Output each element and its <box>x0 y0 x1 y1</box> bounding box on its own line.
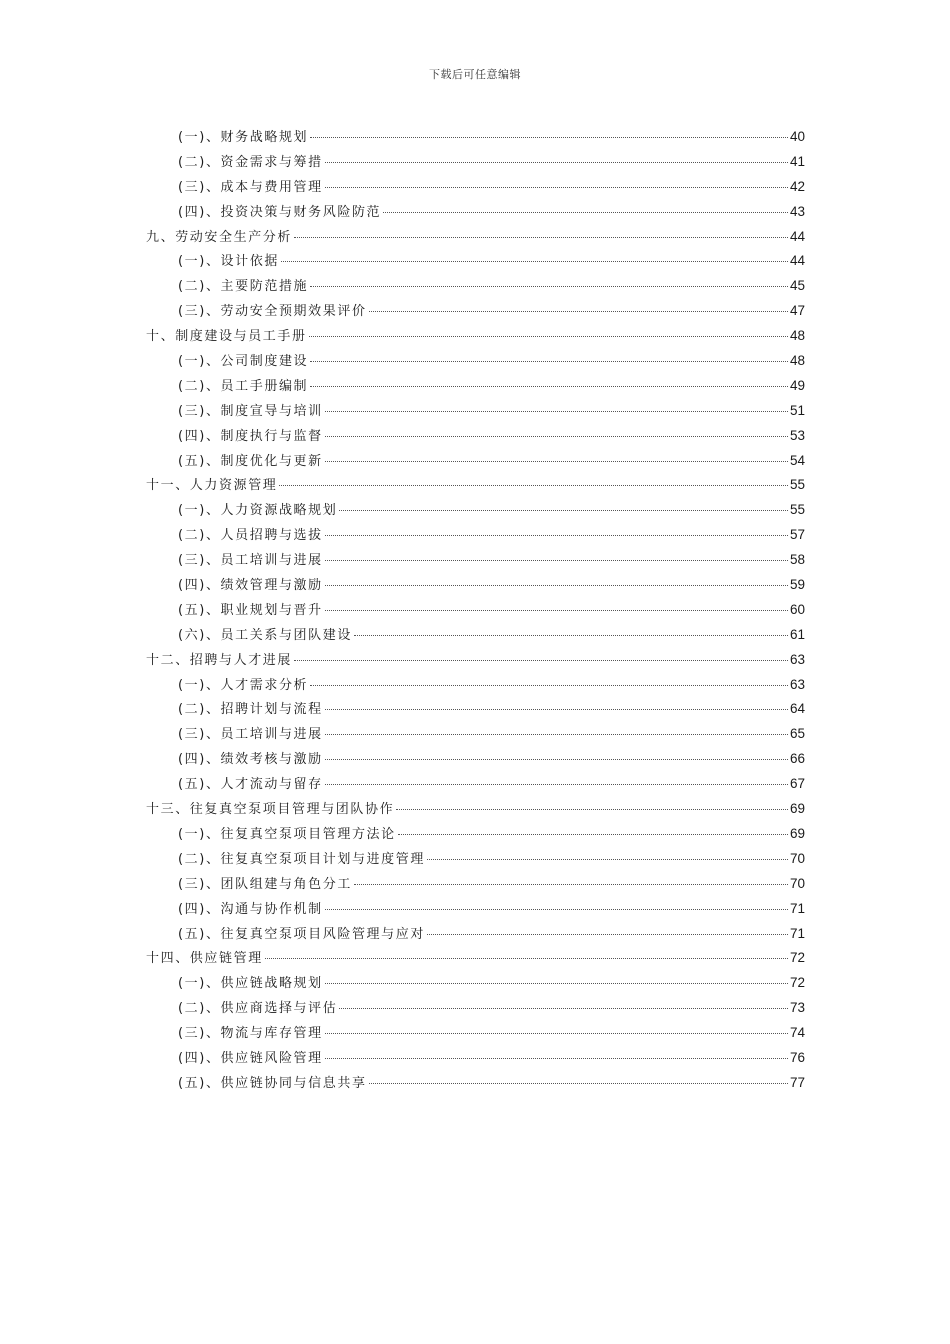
toc-entry-page-number: 45 <box>789 278 805 294</box>
toc-entry-title: (三)、团队组建与角色分工 <box>178 876 352 892</box>
toc-dot-leader <box>325 983 788 984</box>
toc-entry-title: (二)、供应商选择与评估 <box>178 1001 338 1017</box>
toc-entry[interactable] <box>146 898 805 923</box>
toc-entry-title: (二)、人员招聘与选拔 <box>178 528 323 544</box>
toc-entry[interactable] <box>146 474 805 499</box>
toc-entry-page-number: 59 <box>789 577 805 593</box>
toc-dot-leader <box>325 610 788 611</box>
toc-entry[interactable] <box>146 674 805 699</box>
toc-dot-leader <box>294 660 788 661</box>
toc-dot-leader <box>325 784 788 785</box>
toc-entry[interactable] <box>146 649 805 674</box>
toc-dot-leader <box>325 909 788 910</box>
toc-entry-page-number: 63 <box>789 651 805 667</box>
toc-dot-leader <box>310 286 788 287</box>
toc-entry-page-number: 63 <box>789 676 805 692</box>
toc-entry-page-number: 76 <box>789 1049 805 1065</box>
toc-entry[interactable] <box>146 972 805 997</box>
toc-entry[interactable] <box>146 873 805 898</box>
toc-dot-leader <box>325 560 788 561</box>
toc-entry[interactable] <box>146 201 805 226</box>
toc-entry-page-number: 40 <box>789 129 805 144</box>
toc-entry[interactable] <box>146 599 805 624</box>
toc-entry-page-number: 54 <box>789 452 805 468</box>
toc-entry[interactable] <box>146 723 805 748</box>
toc-entry-page-number: 77 <box>789 1074 805 1090</box>
toc-entry[interactable] <box>146 499 805 524</box>
toc-entry-page-number: 43 <box>789 203 805 219</box>
toc-entry-page-number: 64 <box>789 701 805 717</box>
toc-entry-title: (一)、设计依据 <box>178 254 279 270</box>
toc-entry-title: (五)、往复真空泵项目风险管理与应对 <box>178 926 425 942</box>
toc-dot-leader <box>339 1008 788 1009</box>
toc-dot-leader <box>325 759 788 760</box>
toc-entry-title: (四)、绩效管理与激励 <box>178 578 323 594</box>
toc-entry-title: (五)、人才流动与留存 <box>178 777 323 793</box>
toc-entry-title: (四)、沟通与协作机制 <box>178 901 323 917</box>
toc-entry-page-number: 44 <box>789 253 805 269</box>
toc-entry-title: (二)、资金需求与筹措 <box>178 154 323 170</box>
toc-dot-leader <box>325 585 788 586</box>
toc-entry-title: (二)、招聘计划与流程 <box>178 702 323 718</box>
toc-entry-page-number: 41 <box>789 153 805 169</box>
toc-entry-title: 九、劳动安全生产分析 <box>146 229 293 245</box>
toc-entry[interactable] <box>146 923 805 948</box>
toc-entry-title: (一)、人力资源战略规划 <box>178 503 338 519</box>
toc-entry[interactable] <box>146 549 805 574</box>
toc-entry-page-number: 69 <box>789 825 805 841</box>
toc-entry-title: (五)、供应链协同与信息共享 <box>178 1075 367 1091</box>
toc-entry-page-number: 65 <box>789 726 805 742</box>
toc-entry[interactable] <box>146 1022 805 1047</box>
toc-entry-title: (四)、投资决策与财务风险防范 <box>178 204 382 220</box>
toc-entry-title: 十三、往复真空泵项目管理与团队协作 <box>146 802 395 818</box>
toc-entry-page-number: 71 <box>789 900 805 916</box>
toc-entry-page-number: 67 <box>789 776 805 792</box>
toc-entry[interactable] <box>146 773 805 798</box>
toc-entry[interactable] <box>146 350 805 375</box>
table-of-contents <box>146 126 805 1097</box>
toc-dot-leader <box>325 411 788 412</box>
toc-dot-leader <box>325 162 788 163</box>
toc-entry-page-number: 47 <box>789 303 805 319</box>
toc-entry[interactable] <box>146 524 805 549</box>
toc-dot-leader <box>398 834 788 835</box>
toc-entry[interactable] <box>146 126 805 151</box>
toc-dot-leader <box>310 361 788 362</box>
toc-entry[interactable] <box>146 947 805 972</box>
toc-dot-leader <box>369 1083 788 1084</box>
toc-entry[interactable] <box>146 1072 805 1097</box>
toc-entry[interactable] <box>146 375 805 400</box>
toc-dot-leader <box>310 685 788 686</box>
toc-dot-leader <box>325 535 788 536</box>
toc-entry-page-number: 44 <box>789 228 805 244</box>
toc-entry-page-number: 70 <box>789 850 805 866</box>
toc-entry[interactable] <box>146 848 805 873</box>
toc-entry-title: (三)、制度宣导与培训 <box>178 403 323 419</box>
toc-entry-title: (三)、员工培训与进展 <box>178 727 323 743</box>
toc-entry-page-number: 72 <box>789 975 805 991</box>
toc-entry[interactable] <box>146 748 805 773</box>
toc-entry-page-number: 66 <box>789 751 805 767</box>
toc-dot-leader <box>325 734 788 735</box>
toc-entry-title: 十一、人力资源管理 <box>146 478 278 494</box>
toc-dot-leader <box>310 386 788 387</box>
toc-entry-title: 十二、招聘与人才进展 <box>146 652 293 668</box>
toc-entry[interactable] <box>146 275 805 300</box>
toc-entry-page-number: 48 <box>789 328 805 344</box>
toc-entry-title: (二)、往复真空泵项目计划与进度管理 <box>178 851 425 867</box>
toc-entry-title: (二)、主要防范措施 <box>178 279 309 295</box>
toc-dot-leader <box>354 884 788 885</box>
toc-entry[interactable] <box>146 798 805 823</box>
toc-entry-page-number: 74 <box>789 1025 805 1041</box>
toc-entry-page-number: 48 <box>789 353 805 369</box>
toc-entry-title: (三)、物流与库存管理 <box>178 1026 323 1042</box>
toc-entry[interactable] <box>146 823 805 848</box>
toc-entry[interactable] <box>146 176 805 201</box>
toc-entry-page-number: 53 <box>789 427 805 443</box>
toc-entry-title: (一)、往复真空泵项目管理方法论 <box>178 826 396 842</box>
toc-dot-leader <box>325 709 788 710</box>
toc-entry[interactable] <box>146 624 805 649</box>
toc-entry[interactable] <box>146 425 805 450</box>
toc-entry-title: (一)、供应链战略规划 <box>178 976 323 992</box>
toc-dot-leader <box>309 336 788 337</box>
toc-entry-title: (六)、员工关系与团队建设 <box>178 627 352 643</box>
toc-entry[interactable] <box>146 450 805 475</box>
toc-entry[interactable] <box>146 226 805 251</box>
toc-entry[interactable] <box>146 300 805 325</box>
toc-dot-leader <box>427 859 788 860</box>
toc-entry-title: (一)、人才需求分析 <box>178 677 309 693</box>
toc-dot-leader <box>281 261 788 262</box>
toc-entry[interactable] <box>146 574 805 599</box>
toc-dot-leader <box>294 237 788 238</box>
toc-entry[interactable] <box>146 1047 805 1072</box>
toc-entry-page-number: 55 <box>789 477 805 493</box>
toc-entry-title: (四)、绩效考核与激励 <box>178 752 323 768</box>
toc-dot-leader <box>354 635 788 636</box>
toc-entry-page-number: 72 <box>789 950 805 966</box>
page-header: 下载后可任意编辑 <box>429 68 521 81</box>
toc-entry-page-number: 69 <box>789 801 805 817</box>
toc-dot-leader <box>310 137 788 138</box>
toc-dot-leader <box>369 311 788 312</box>
toc-entry-title: (三)、员工培训与进展 <box>178 553 323 569</box>
toc-entry-title: (四)、制度执行与监督 <box>178 428 323 444</box>
toc-entry-title: 十四、供应链管理 <box>146 951 263 967</box>
toc-entry[interactable] <box>146 151 805 176</box>
toc-dot-leader <box>265 958 788 959</box>
toc-entry-page-number: 42 <box>789 178 805 194</box>
toc-entry-title: (三)、成本与费用管理 <box>178 179 323 195</box>
toc-entry-title: 十、制度建设与员工手册 <box>146 329 307 345</box>
toc-dot-leader <box>325 1058 788 1059</box>
toc-entry[interactable] <box>146 698 805 723</box>
toc-entry-page-number: 71 <box>789 925 805 941</box>
toc-entry-title: (四)、供应链风险管理 <box>178 1050 323 1066</box>
toc-entry-title: (二)、员工手册编制 <box>178 378 309 394</box>
toc-entry-page-number: 70 <box>789 875 805 891</box>
toc-entry[interactable] <box>146 400 805 425</box>
toc-dot-leader <box>279 485 788 486</box>
toc-entry-page-number: 73 <box>789 1000 805 1016</box>
toc-entry-title: (五)、制度优化与更新 <box>178 453 323 469</box>
toc-entry-title: (三)、劳动安全预期效果评价 <box>178 304 367 320</box>
toc-entry-page-number: 61 <box>789 626 805 642</box>
toc-entry-page-number: 57 <box>789 527 805 543</box>
toc-entry-page-number: 55 <box>789 502 805 518</box>
toc-dot-leader <box>325 1033 788 1034</box>
toc-dot-leader <box>383 212 788 213</box>
toc-dot-leader <box>325 461 788 462</box>
toc-entry-title: (五)、职业规划与晋升 <box>178 602 323 618</box>
toc-entry-title: (一)、财务战略规划 <box>178 130 309 145</box>
toc-entry-page-number: 49 <box>789 377 805 393</box>
toc-dot-leader <box>339 510 788 511</box>
toc-entry-page-number: 60 <box>789 601 805 617</box>
toc-entry-title: (一)、公司制度建设 <box>178 354 309 370</box>
toc-dot-leader <box>427 934 788 935</box>
toc-dot-leader <box>325 187 788 188</box>
toc-dot-leader <box>396 809 788 810</box>
toc-dot-leader <box>325 436 788 437</box>
toc-entry-page-number: 51 <box>789 402 805 418</box>
toc-entry-page-number: 58 <box>789 552 805 568</box>
toc-entry[interactable] <box>146 250 805 275</box>
toc-entry[interactable] <box>146 325 805 350</box>
toc-entry[interactable] <box>146 997 805 1022</box>
